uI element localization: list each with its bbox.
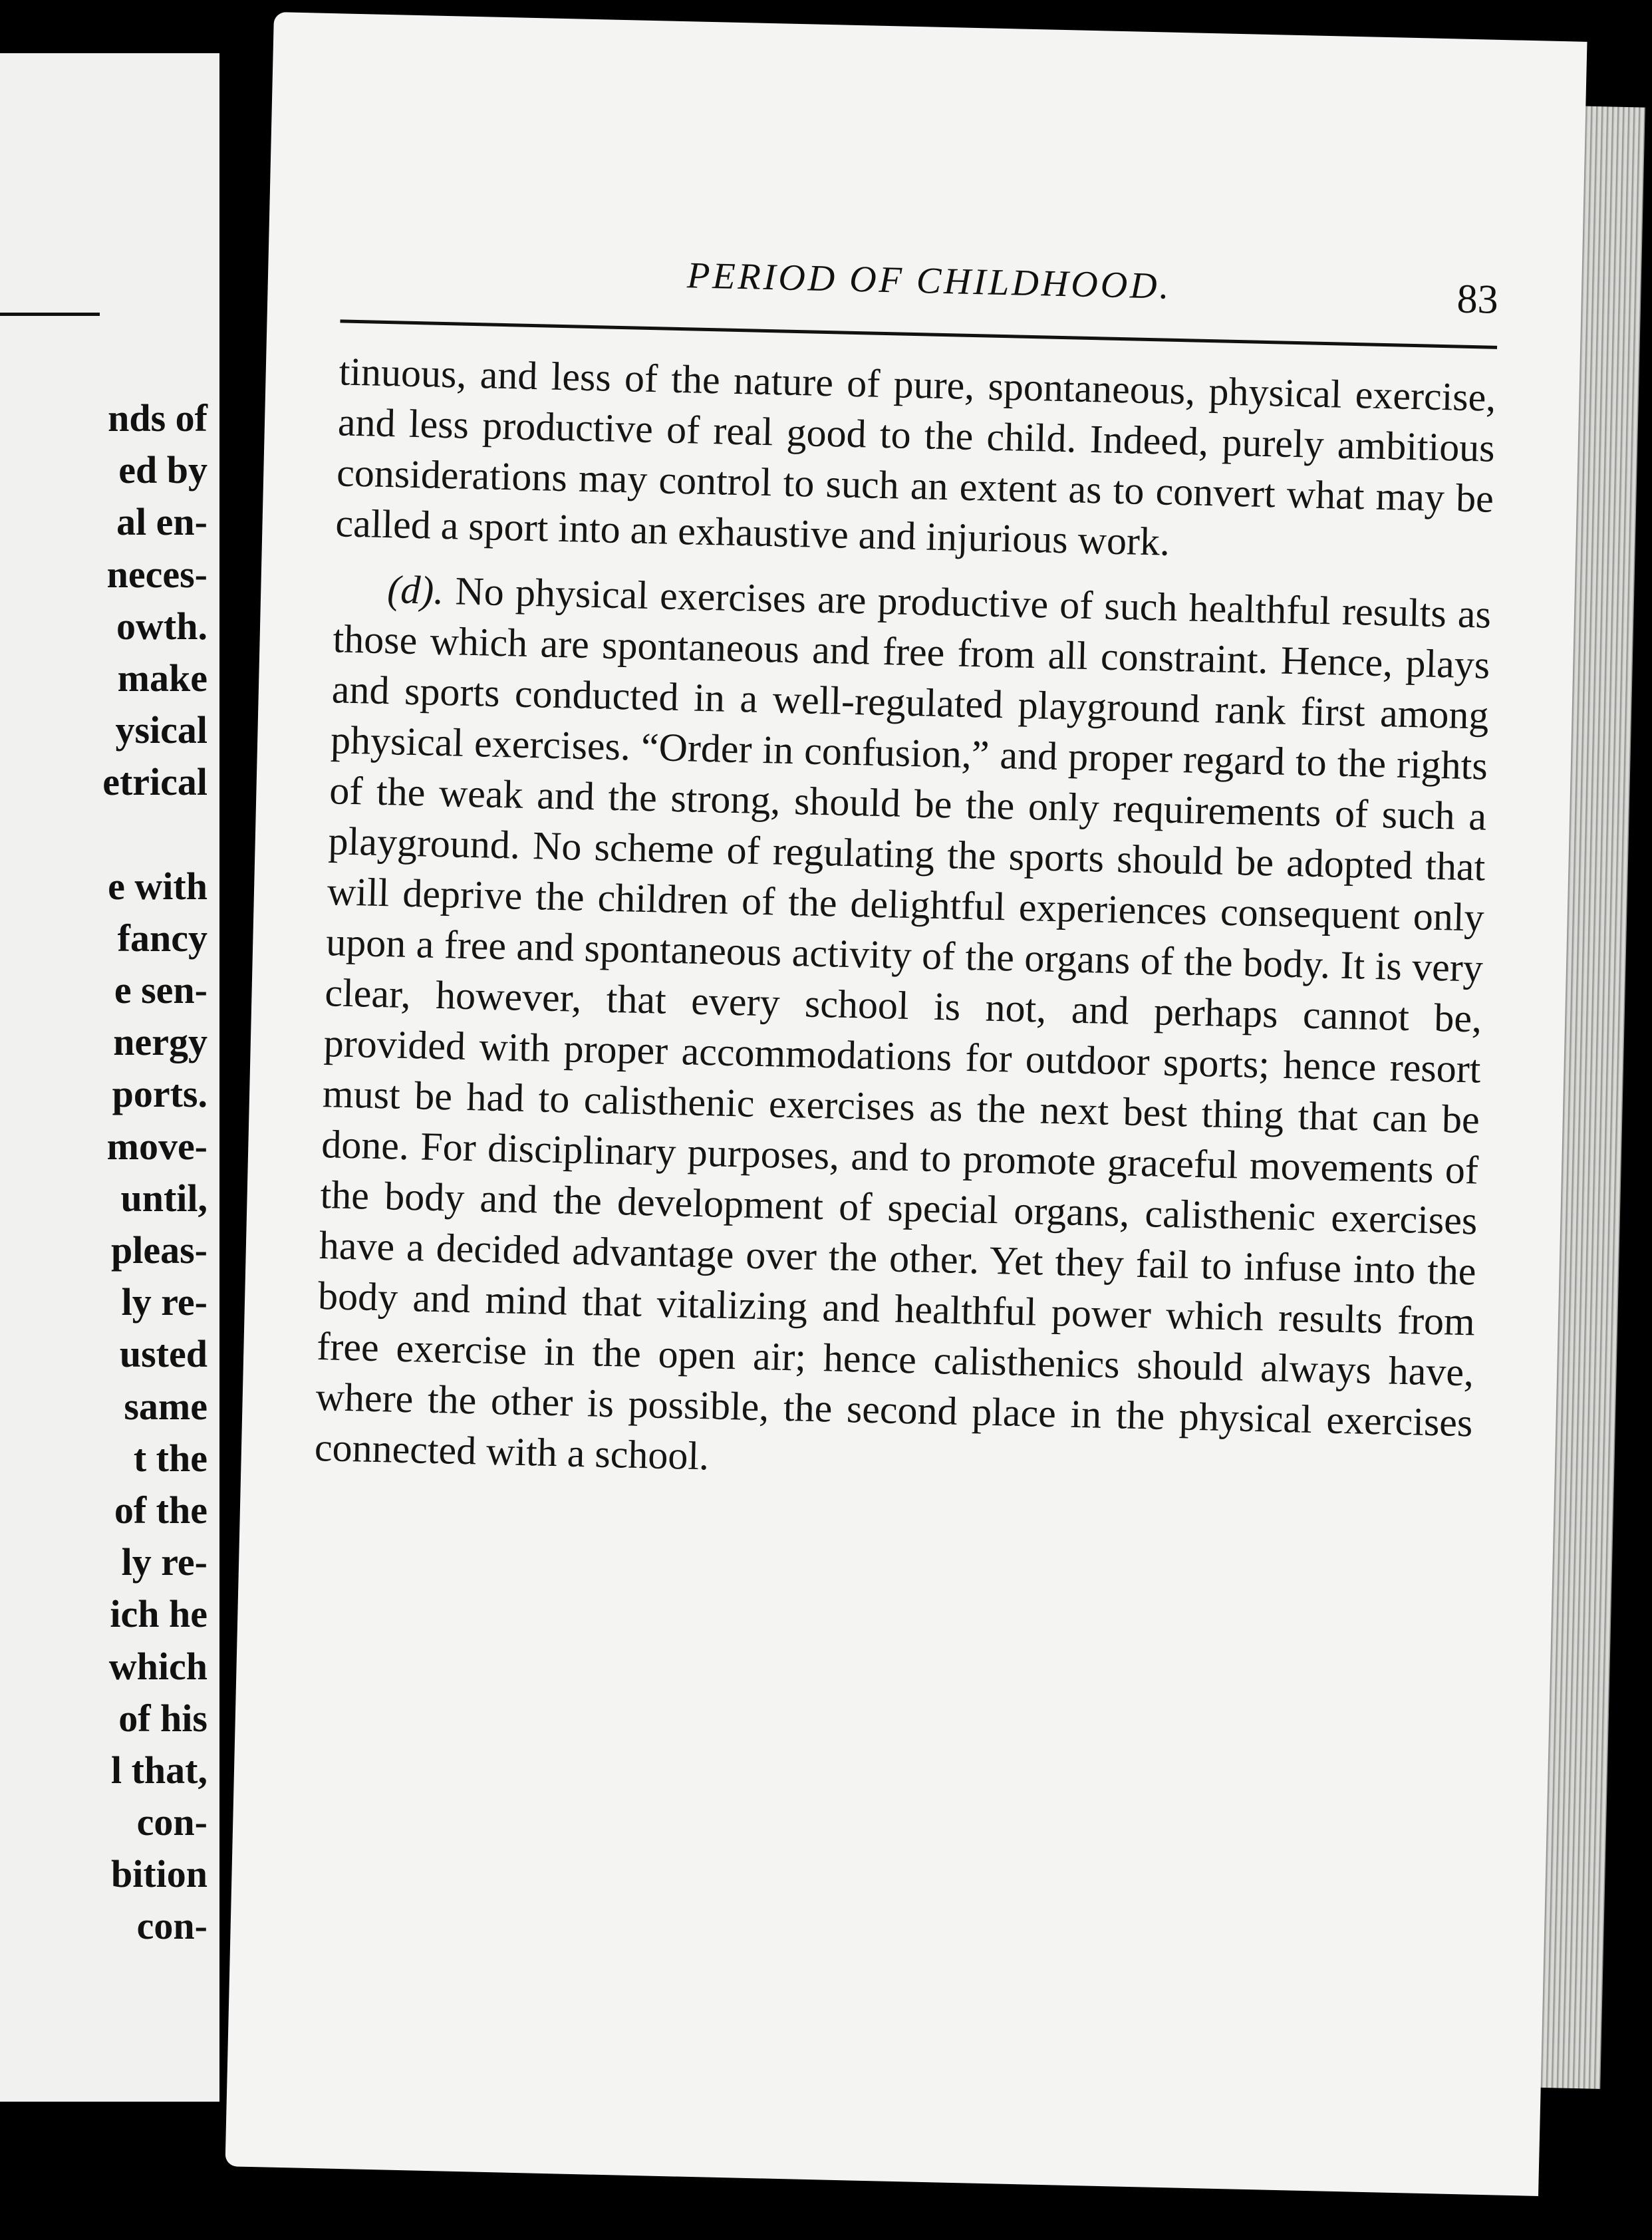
left-line: ich he xyxy=(110,1592,207,1636)
left-line: nergy xyxy=(113,1020,207,1064)
left-line: t the xyxy=(133,1436,207,1480)
left-line: bition xyxy=(110,1852,207,1896)
left-line: owth. xyxy=(116,604,207,648)
paragraph: tinuous, and less of the nature of pure, spontaneous, physical exercise, and less productive of real good to the child. Indeed, purely ambitious considerations may control to such an extent as to convert what may be called a sport into an exhaustive and injurious work. xyxy=(335,349,1497,564)
left-line: of his xyxy=(118,1696,207,1740)
main-page xyxy=(225,12,1587,2196)
left-line: move- xyxy=(106,1124,207,1168)
paragraph xyxy=(314,563,1492,1498)
left-line: pleas- xyxy=(111,1228,207,1272)
paragraph-marker: (d). xyxy=(386,567,445,613)
running-title: PERIOD OF CHILDHOOD. xyxy=(686,255,1172,307)
left-line: ports. xyxy=(112,1072,207,1116)
left-line: l that, xyxy=(111,1748,207,1792)
left-line: con- xyxy=(136,1800,207,1844)
left-line: neces- xyxy=(106,552,207,596)
left-line: same xyxy=(124,1384,207,1428)
left-line: of the xyxy=(114,1488,207,1532)
left-line: al en- xyxy=(116,500,207,544)
left-page-rule xyxy=(0,313,100,316)
paragraph-text: No physical exercises are productive of such healthful results as those which are spontaneous and free from all constraint. Hence, plays and sports conducted in a well-regulated playground rank first among physical exercises. “Order in confusion,” and proper regard to the rights of the weak and the strong, should be the only requirements of such a playground. No scheme of regulating the sports should be adopted that will deprive the children of the delightful experiences consequent only upon a free and spontaneous activity of the organs of the body. It is very clear, however, that every school is not, and perhaps cannot be, provided with proper accommodations for outdoor sports; hence resort must be had to calisthenic exercises as the next best thing that can be done. For disciplinary purposes, and to promote graceful movements of the body and the development of special organs, calisthenic exercises have a decided advantage over the other. Yet they fail to infuse into the body and mind that vitalizing and healthful power which results from free exercise in the open air; hence calisthenics should always have, where the other is possible, the second place in the physical exercises connected with a school. xyxy=(314,569,1492,1478)
left-line: e sen- xyxy=(114,968,207,1012)
left-line-gap xyxy=(102,809,207,861)
left-line: make xyxy=(117,656,207,700)
left-line: e with xyxy=(108,864,207,908)
page-number: 83 xyxy=(1456,276,1499,323)
running-head xyxy=(341,246,1499,345)
left-line: usted xyxy=(119,1332,207,1376)
left-line: ly re- xyxy=(121,1280,207,1324)
left-line: ly re- xyxy=(121,1540,207,1584)
body-text xyxy=(314,346,1496,1498)
left-line: etrical xyxy=(102,760,207,804)
left-line: ed by xyxy=(118,448,207,492)
left-facing-page xyxy=(0,53,219,2102)
left-line: nds of xyxy=(108,396,207,440)
left-line: until, xyxy=(120,1176,207,1220)
left-line: con- xyxy=(136,1904,207,1948)
left-line: ysical xyxy=(115,708,207,752)
left-line: which xyxy=(108,1644,207,1688)
left-line: fancy xyxy=(117,916,207,960)
left-page-text xyxy=(102,392,207,1953)
